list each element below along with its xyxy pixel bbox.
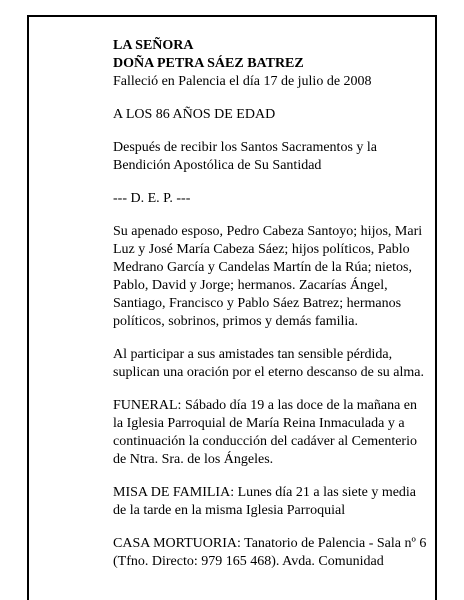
mortuary-paragraph: CASA MORTUORIA: Tanatorio de Palencia - Sala nº 6 (Tfno. Directo: 979 165 468). Avda. Comunidad (113, 536, 427, 569)
notice-title-name: DOÑA PETRA SÁEZ BATREZ (113, 56, 304, 71)
request-paragraph: Al participar a sus amistades tan sensible pérdida, suplican una oración por el eterno descanso de su alma. (113, 347, 425, 380)
family-mass-paragraph: MISA DE FAMILIA: Lunes día 21 a las siete y media de la tarde en la misma Iglesia Parroquial (113, 485, 417, 518)
age-line: A LOS 86 AÑOS DE EDAD (113, 107, 276, 122)
frame-left-border (27, 15, 29, 600)
funeral-paragraph: FUNERAL: Sábado día 19 a las doce de la mañana en la Iglesia Parroquial de María Reina Inmaculada y a continuación la conducción del cadáver al Cementerio de Ntra. Sra. de los Ángeles. (113, 398, 418, 467)
rip-line: --- D. E. P. --- (113, 191, 191, 206)
family-paragraph: Su apenado esposo, Pedro Cabeza Santoyo; hijos, Mari Luz y José María Cabeza Sáez; hijos políticos, Pablo Medrano García y Candelas Martín de la Rúa; nietos, Pablo, David y Jorge; hermanos. Zacarías Ángel, Santiago, Francisco y Pablo Sáez Batrez; hermanos políticos, sobrinos, primos y demás familia. (113, 224, 423, 329)
death-date-line: Falleció en Palencia el día 17 de julio de 2008 (113, 74, 372, 89)
frame-right-border (435, 15, 437, 600)
notice-title-line1: LA SEÑORA (113, 38, 194, 53)
sacraments-paragraph: Después de recibir los Santos Sacramentos y la Bendición Apostólica de Su Santidad (113, 140, 377, 173)
obituary-notice (113, 37, 429, 571)
frame-top-border (27, 15, 437, 17)
